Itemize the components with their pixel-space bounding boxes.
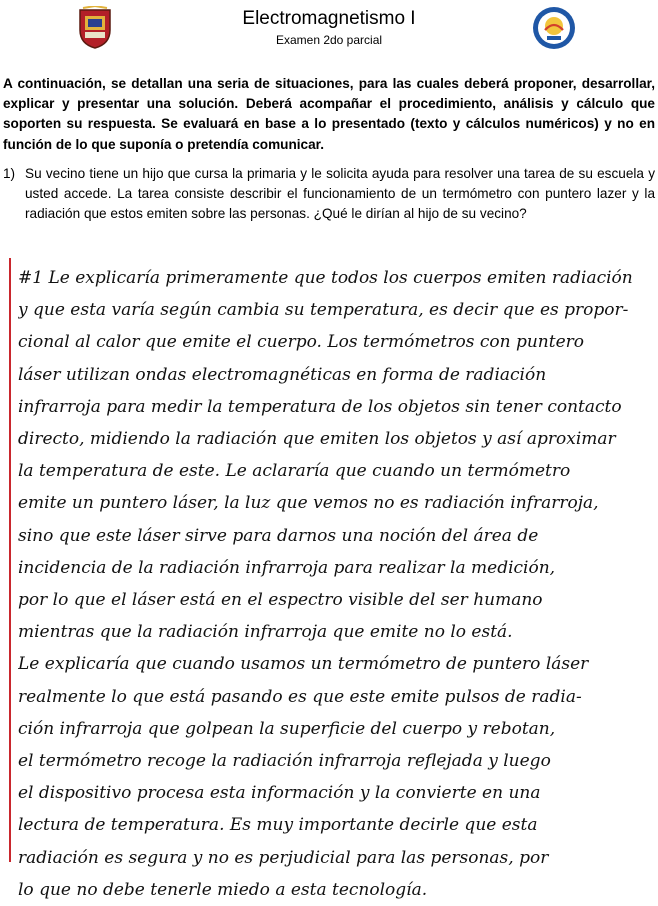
- exam-instructions: A continuación, se detallan una seria de situaciones, para las cuales deberá proponer, desarrollar, explicar y presentar una solución. Deberá acompañar el procedimiento, análisis y cálculo que soporten su respuesta. Se evaluará en base a lo presentado (texto y cálculos numéricos) y no en función de lo que suponía o pretendía comunicar.: [3, 76, 655, 152]
- answer-line: infrarroja para medir la temperatura de los objetos sin tener contacto: [18, 396, 622, 417]
- answer-line: y que esta varía según cambia su temperatura, es decir que es propor-: [18, 300, 629, 321]
- exam-subtitle: Examen 2do parcial: [275, 33, 383, 47]
- answer-line: mientras que la radiación infrarroja que emite no lo está.: [18, 622, 513, 643]
- answer-line: cional al calor que emite el cuerpo. Los termómetros con puntero: [18, 332, 585, 353]
- answer-line: lectura de temperatura. Es muy importante decirle que esta: [18, 815, 538, 836]
- answer-line: por lo que el láser está en el espectro visible del ser humano: [18, 590, 543, 611]
- sheet-margin-line: [9, 258, 11, 862]
- answer-line: el dispositivo procesa esta información y la convierte en una: [18, 783, 541, 804]
- answer-line: emite un puntero láser, la luz que vemos no es radiación infrarroja,: [18, 493, 599, 514]
- answer-line: #1 Le explicaría primeramente que todos los cuerpos emiten radiación: [18, 268, 633, 288]
- answer-line: lo que no debe tenerle miedo a esta tecnología.: [18, 879, 428, 900]
- answer-line: radiación es segura y no es perjudicial para las personas, por: [18, 847, 549, 868]
- answer-line: Le explicaría que cuando usamos un termómetro de puntero láser: [18, 654, 589, 675]
- question-number: 1): [3, 166, 16, 181]
- answer-line: incidencia de la radiación infrarroja para realizar la medición,: [18, 557, 556, 578]
- answer-line: láser utilizan ondas electromagnéticas en forma de radiación: [18, 364, 547, 385]
- answer-line: realmente lo que está pasando es que este emite pulsos de radia-: [18, 686, 582, 707]
- handwritten-answer: [18, 262, 654, 906]
- answer-line: el termómetro recoge la radiación infrarroja reflejada y luego: [18, 751, 551, 772]
- exam-title: Electromagnetismo I: [242, 8, 416, 29]
- question-text: Su vecino tiene un hijo que cursa la primaria y le solicita ayuda para resolver una tarea de su escuela y usted accede. La tarea consiste describir el funcionamiento de un termómetro con puntero lazer y la radiación que estos emiten sobre las personas. ¿Qué le dirían al hijo de su vecino?: [25, 166, 655, 221]
- answer-line: directo, midiendo la radiación que emiten los objetos y así aproximar: [18, 429, 616, 450]
- answer-line: sino que este láser sirve para darnos una noción del área de: [18, 525, 539, 546]
- answer-line: ción infrarroja que golpean la superficie del cuerpo y rebotan,: [18, 718, 556, 739]
- answer-line: la temperatura de este. Le aclararía que cuando un termómetro: [18, 461, 571, 482]
